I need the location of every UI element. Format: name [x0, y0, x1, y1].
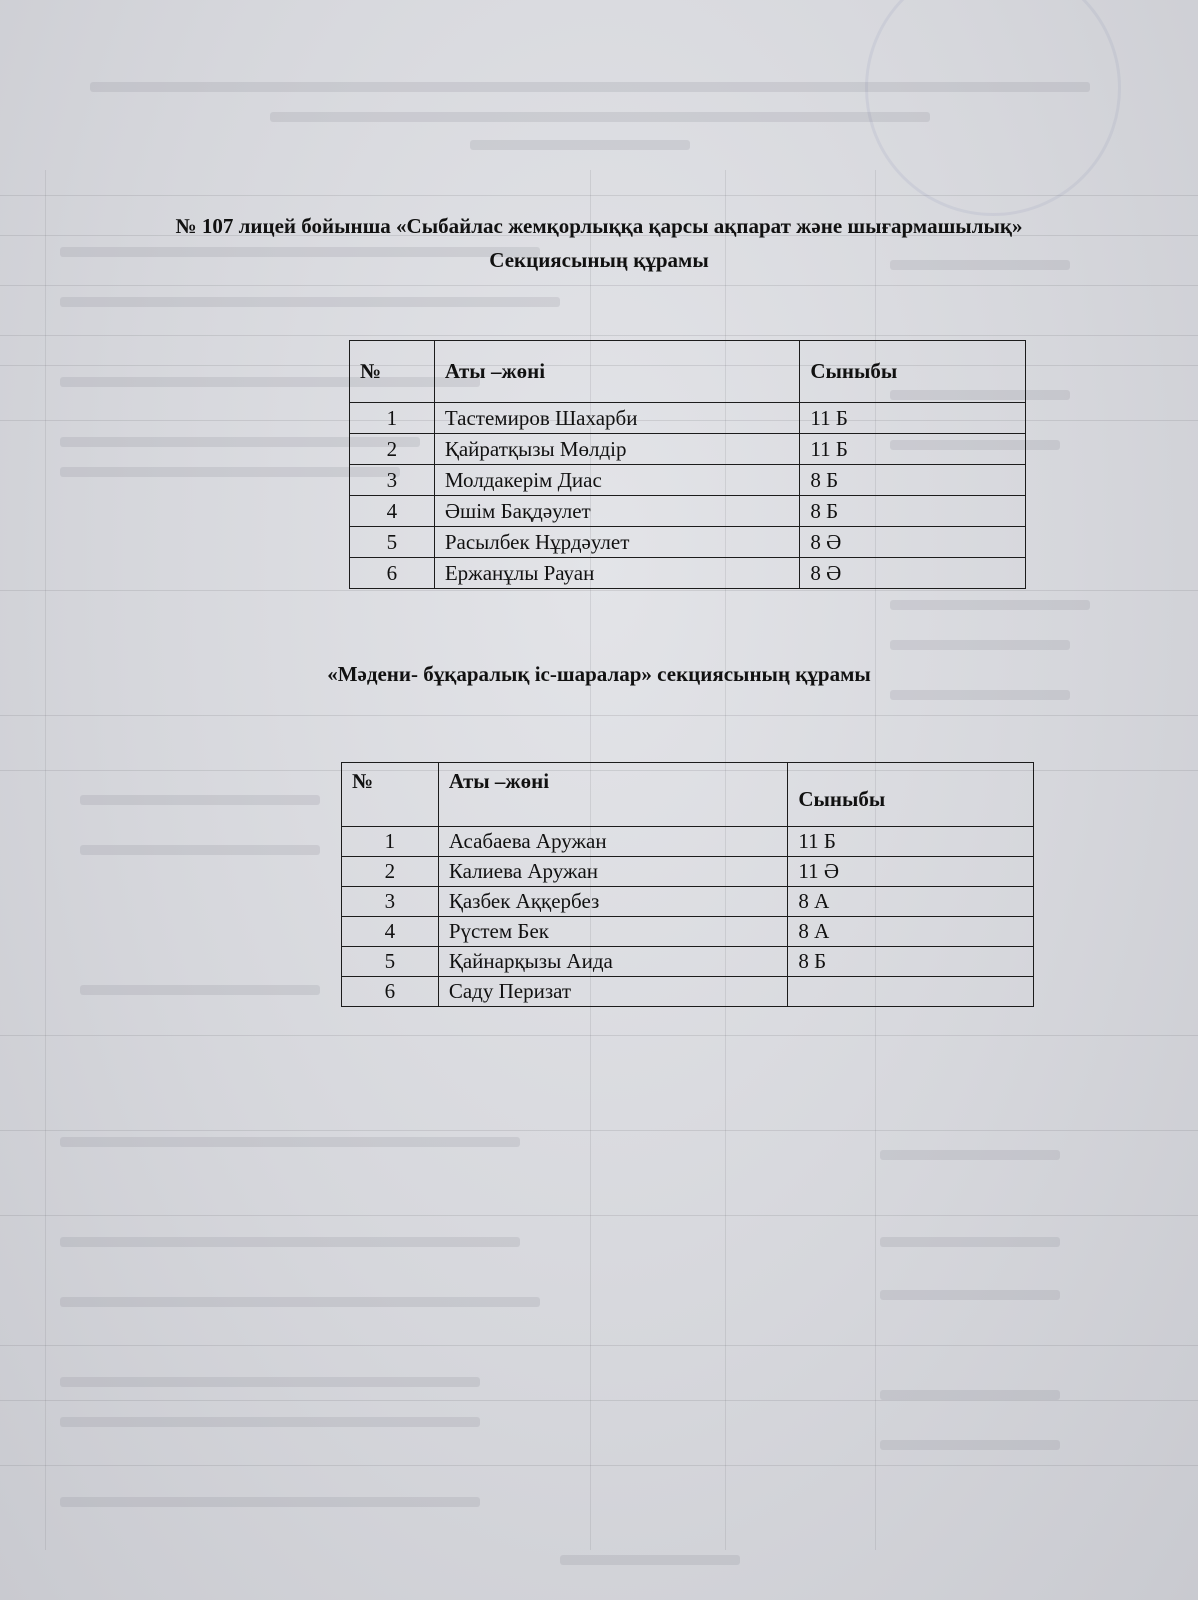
table-header-row — [350, 341, 1026, 403]
table-row — [350, 465, 1026, 496]
table-row — [342, 887, 1034, 917]
cell-class: 11 Б — [800, 403, 1026, 434]
cell-num: 2 — [350, 434, 435, 465]
header-name: Аты –жөні — [434, 341, 800, 403]
cell-name: Калиева Аружан — [438, 857, 788, 887]
cell-class: 8 А — [788, 917, 1034, 947]
table-header-row — [342, 763, 1034, 827]
cell-name: Қайнарқызы Аида — [438, 947, 788, 977]
cell-name: Тастемиров Шахарби — [434, 403, 800, 434]
cell-class: 8 Б — [800, 496, 1026, 527]
table-row — [342, 977, 1034, 1007]
header-class: Сыныбы — [800, 341, 1026, 403]
header-name: Аты –жөні — [438, 763, 788, 827]
cell-name: Асабаева Аружан — [438, 827, 788, 857]
cell-class — [788, 977, 1034, 1007]
cell-num: 4 — [350, 496, 435, 527]
cell-num: 6 — [350, 558, 435, 589]
cell-num: 5 — [342, 947, 439, 977]
cell-class: 11 Б — [788, 827, 1034, 857]
cell-name: Саду Перизат — [438, 977, 788, 1007]
header-num: № — [342, 763, 439, 827]
section1-roster-table — [349, 340, 1026, 589]
cell-name: Қазбек Аққербез — [438, 887, 788, 917]
cell-num: 1 — [342, 827, 439, 857]
cell-name: Ержанұлы Рауан — [434, 558, 800, 589]
cell-class: 8 Ә — [800, 527, 1026, 558]
cell-num: 5 — [350, 527, 435, 558]
table-row — [350, 496, 1026, 527]
cell-num: 3 — [342, 887, 439, 917]
cell-class: 8 А — [788, 887, 1034, 917]
cell-class: 8 Ә — [800, 558, 1026, 589]
header-num: № — [350, 341, 435, 403]
table-row — [350, 527, 1026, 558]
table-row — [342, 947, 1034, 977]
cell-num: 6 — [342, 977, 439, 1007]
cell-name: Әшім Бақдәулет — [434, 496, 800, 527]
section2-roster-table — [341, 762, 1034, 1007]
cell-class: 11 Б — [800, 434, 1026, 465]
cell-num: 1 — [350, 403, 435, 434]
table-row — [342, 857, 1034, 887]
table-row — [350, 403, 1026, 434]
table-row — [350, 558, 1026, 589]
table-row — [350, 434, 1026, 465]
table-row — [342, 827, 1034, 857]
table-row — [342, 917, 1034, 947]
cell-name: Рүстем Бек — [438, 917, 788, 947]
section1-title-line1: № 107 лицей бойынша «Сыбайлас жемқорлыққа қарсы ақпарат және шығармашылық» — [175, 214, 1023, 238]
cell-name: Қайратқызы Мөлдір — [434, 434, 800, 465]
cell-num: 2 — [342, 857, 439, 887]
cell-num: 3 — [350, 465, 435, 496]
cell-num: 4 — [342, 917, 439, 947]
cell-class: 8 Б — [788, 947, 1034, 977]
cell-class: 11 Ә — [788, 857, 1034, 887]
cell-name: Расылбек Нұрдәулет — [434, 527, 800, 558]
section1-title-line2: Секциясының құрамы — [489, 248, 709, 272]
section2-title: «Мәдени- бұқаралық іс-шаралар» секциясының құрамы — [327, 662, 871, 686]
cell-name: Молдакерім Диас — [434, 465, 800, 496]
header-class: Сыныбы — [788, 763, 1034, 827]
cell-class: 8 Б — [800, 465, 1026, 496]
